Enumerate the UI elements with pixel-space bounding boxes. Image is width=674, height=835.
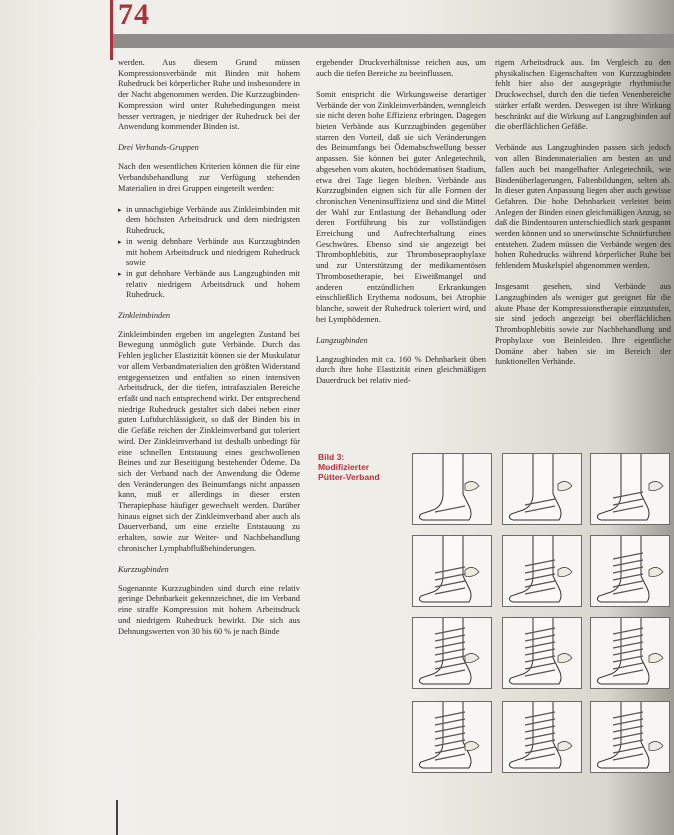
caption-line: Modifizierter — [318, 462, 370, 472]
bandage-step-illustration — [590, 453, 670, 525]
figure-caption — [318, 452, 394, 482]
bandage-step-illustration — [412, 453, 492, 525]
paragraph: Nach den wesentlichen Kriterien können die für eine Verbandsbehandlung zur Verfügung stehenden Materialien in drei Gruppen eingeteilt werden: — [118, 162, 300, 193]
bandage-step-illustration — [412, 535, 492, 607]
header-bar — [113, 34, 674, 48]
paragraph: Insgesamt gesehen, sind Verbände aus Langzugbinden als weniger gut geeignet für die akute Phase der Kompressionstherapie einzustufen, sie sind jedoch angezeigt bei oberflächlichen Thrombophlebitis sowie zur Nachbehandlung und Prophylaxe von Beinleiden. Ihre eigentliche Domäne aber haben sie im Bereich der funktionellen Verbände. — [495, 282, 671, 367]
subheading: Kurzzugbinden — [118, 565, 169, 575]
bandage-step-illustration — [412, 617, 492, 689]
bandage-step-illustration — [502, 535, 582, 607]
subheading: Drei Verbands-Gruppen — [118, 143, 199, 153]
paragraph: Langzugbinden mit ca. 160 % Dehnbarkeit üben durch ihre hohe Elastizität einen gleichmäßigen Dauerdruck bei relativ nied- — [316, 354, 486, 385]
caption-line: Bild 3: — [318, 452, 345, 462]
text-column-3 — [495, 58, 671, 378]
paragraph: werden. Aus diesem Grund müssen Kompressionsverbände mit Binden mit hohem Ruhedruck bei körperlicher Ruhe und insbesondere in der Nacht abgenommen werden. Die Kurzzugbinden-Kompression wird unter Ruhebedingungen meist besser vertragen, je niedriger der Ruhedruck bei der Anwendung kommender Binden ist. — [118, 58, 300, 132]
paragraph: Sogenannte Kurzzugbinden sind durch eine relativ geringe Dehnbarkeit gekennzeichnet, die im Verband eine straffe Kompression mit hohem Arbeitsdruck und niedrigem Ruhedruck bewirkt. Die sich aus Dehnungswerten von 30 bis 60 % je nach Binde — [118, 583, 300, 636]
text-column-2 — [316, 58, 486, 397]
text-column-1 — [118, 58, 300, 648]
bullet-item: ▸ in gut dehnbare Verbände aus Langzugbinden mit relativ niedrigem Arbeitsdruck und hohem Ruhedruck. — [118, 269, 300, 301]
paragraph: rigem Arbeitsdruck aus. Im Vergleich zu den physikalischen Eigenschaften von Kurzzugbinden fehlt hier also der ausgeprägte rhythmische Druckwechsel, durch den die tiefen Venenbereiche stärker erfaßt werden. Deswegen ist ihre Wirkung beschränkt auf die Wirkung auf Langzugbinden auf die oberflächlichen Gefäße. — [495, 58, 671, 132]
subheading: Zinkleimbinden — [118, 311, 171, 321]
paragraph: Somit entspricht die Wirkungsweise derartiger Verbände der von Zinkleimverbänden, wenngleich sie nicht deren hohe Effizienz erbringen. Dagegen bieten Verbände aus Kurzzugbinden gegenüber starren den Vorteil, daß sie sich Veränderungen des Beinumfangs bei Ödemabschwellung besser anpassen. Sie können bei guter Anlegetechnik, abgesehen vom akuten, hochödematösen Stadium, etwa drei Tage liegen bleiben. Verbände aus Kurzzugbinden eignen sich für alle Formen der chronischen Veneninsuffizienz und sind die Mittel der Wahl zur Entlastung der Behandlung oder deren Fortführung bis zur vollständigen Erreichung und Aufrechterhaltung eines Geschwüres. Ebenso sind sie angezeigt bei Thrombophlebitis, zur Thrombosepraophylaxe und zur Unterstützung der medikamentösen Thrombosetherapie, bei Eiweißmangel und anderen entzündlichen Erkrankungen einschließlich Erythema nodosum, bei Atrophie blanche, soweit der Ruhedruck toleriert wird, und bei Lymphödemen. — [316, 89, 486, 324]
paragraph: Zinkleimbinden ergeben im angelegten Zustand bei Bewegung unmöglich gute Verbände. Durch das Fehlen jeglicher Elastizität können sie der Muskulatur vor allem Verbandmaterialien den größten Widerstand entgegensetzen und entfalten so einen intensiven Arbeitsdruck, der die tiefen, intrafaszialen Bereiche erfaßt und nach entsprechend wirkt. Der entsprechend niedrige Ruhedruck gestaltet sich dabei neben einer guten Luftdurchlässigkeit, so daß der Binden bis in die Gefäße reichen der Zinkleimverband gut toleriert wird. Der Zinkleimverband ist deshalb unbedingt für eine schnellen Entstauung eines geschwollenen Beines und zur Beseitigung bestehender Ödeme. Da sich der Verband nach der Anwendung die Ödeme den Veränderungen des Beinumfangs nicht anpassen kann, muß er allerdings in dieser ersten Therapiephase häufiger gewechselt werden. Darüber hinaus eignet sich der Zinkleimverband aber auch als Dauerverband, um eine erzielte Entstauung zu erhalten, sowie zur Weiter- und Nachbehandlung chronischer Lymphabflußbehinderungen. — [118, 329, 300, 553]
margin-rule-bottom — [116, 800, 118, 835]
bandage-step-illustration — [590, 701, 670, 773]
bandage-step-illustration — [502, 617, 582, 689]
paragraph: Verbände aus Langzugbinden passen sich jedoch von allen Bindenmaterialien am besten an und fallen auch bei mangelhafter Anlegetechnik, wie Bindenüberlagerungen, Faltenbildungen, selten ab. In dieser guten Anpassung liegen aber auch gewisse Gefahren. Die hohe Dehnbarkeit verleitet beim Anlegen der Binden einen gleichmäßigen Anzug, so daß die Bindentouren unterschiedlich stark gespannt werden können und so unerwünschte Schnürfurchen entstehen. Zudem müssen die Verbände wegen des hohen Ruhedrucks während körperlicher Ruhe bei fehlendem Muskelspiel abgenommen werden. — [495, 143, 671, 271]
bandage-figure-grid — [410, 453, 674, 778]
bandage-step-illustration — [590, 535, 670, 607]
page-number: 74 — [118, 0, 150, 31]
page-margin-rule — [110, 0, 113, 60]
bandage-step-illustration — [502, 701, 582, 773]
bandage-step-illustration — [412, 701, 492, 773]
bullet-list — [118, 205, 300, 301]
bullet-item: ▸ in wenig dehnbare Verbände aus Kurzzugbinden mit hohem Arbeitsdruck und niedrigem Ruhedruck sowie — [118, 237, 300, 269]
bandage-step-illustration — [502, 453, 582, 525]
paragraph: ergebender Druckverhältnisse reichen aus, um auch die tiefen Bereiche zu beeinflussen. — [316, 58, 486, 78]
bandage-step-illustration — [590, 617, 670, 689]
bullet-item: ▸ in unnachgiebige Verbände aus Zinkleimbinden mit dem höchsten Arbeitsdruck und dem niedrigsten Ruhedruck, — [118, 205, 300, 237]
subheading: Langzugbinden — [316, 335, 368, 345]
caption-line: Pütter-Verband — [318, 472, 380, 482]
